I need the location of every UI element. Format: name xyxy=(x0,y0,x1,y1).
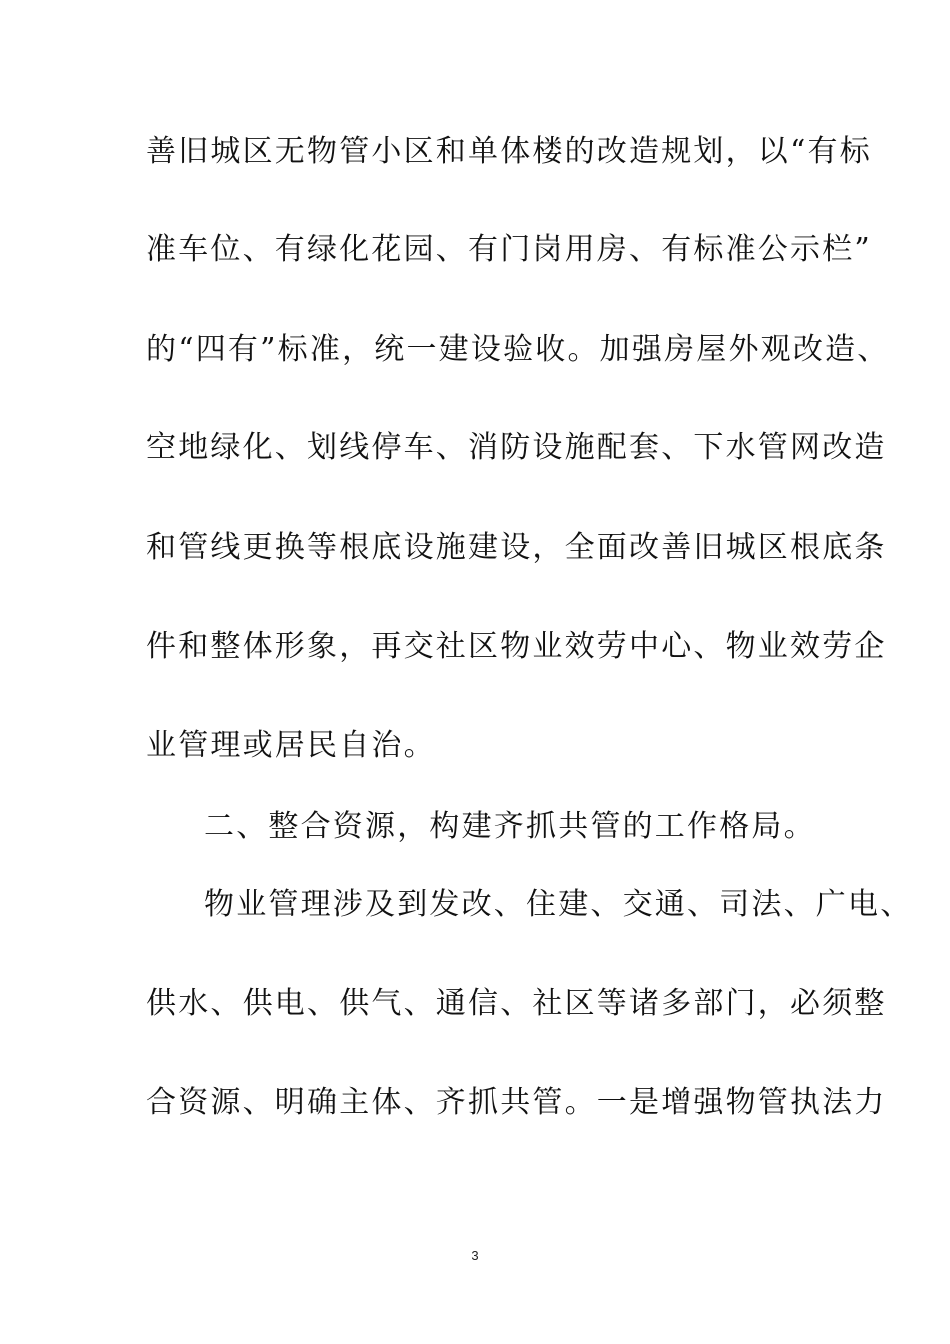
section-heading: 二、整合资源，构建齐抓共管的工作格局。 xyxy=(204,809,816,844)
paragraph-line: 件和整体形象，再交社区物业效劳中心、物业效劳企 xyxy=(146,629,887,664)
paragraph-line: 物业管理涉及到发改、住建、交通、司法、广电、 xyxy=(204,887,913,922)
paragraph-line: 善旧城区无物管小区和单体楼的改造规划，以“有标 xyxy=(146,134,872,169)
page-number: 3 xyxy=(471,1248,479,1263)
paragraph-line: 业管理或居民自治。 xyxy=(146,728,436,763)
paragraph-line: 供水、供电、供气、通信、社区等诸多部门，必须整 xyxy=(146,986,887,1021)
paragraph-line: 和管线更换等根底设施建设，全面改善旧城区根底条 xyxy=(146,530,887,565)
paragraph-line: 准车位、有绿化花园、有门岗用房、有标准公示栏” xyxy=(146,232,872,267)
paragraph-line: 合资源、明确主体、齐抓共管。一是增强物管执法力 xyxy=(146,1085,887,1120)
paragraph-line: 空地绿化、划线停车、消防设施配套、下水管网改造 xyxy=(146,430,887,465)
paragraph-line: 的“四有”标准，统一建设验收。加强房屋外观改造、 xyxy=(146,332,890,367)
